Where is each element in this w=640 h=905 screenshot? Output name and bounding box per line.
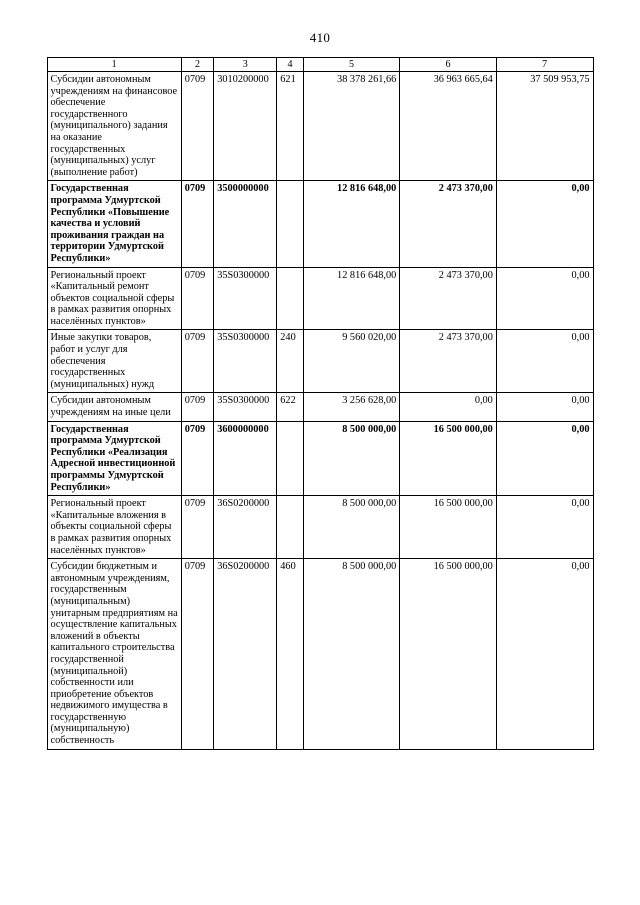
table-row [47, 330, 593, 393]
row-expense-type: 621 [277, 72, 303, 181]
column-number-6: 6 [400, 58, 497, 72]
table-row [47, 181, 593, 267]
table-row [47, 72, 593, 181]
row-amount-1: 8 500 000,00 [303, 559, 400, 750]
row-section-code: 0709 [181, 330, 214, 393]
column-number-2: 2 [181, 58, 214, 72]
row-expense-type [277, 496, 303, 559]
row-expense-type: 460 [277, 559, 303, 750]
row-target-code: 3500000000 [214, 181, 277, 267]
row-name: Государственная программа Удмуртской Республики «Реализация Адресной инвестиционной программы Удмуртской Республики» [47, 421, 181, 496]
row-target-code: 3010200000 [214, 72, 277, 181]
row-amount-1: 8 500 000,00 [303, 421, 400, 496]
row-target-code: 35S0300000 [214, 330, 277, 393]
row-name: Региональный проект «Капитальные вложения в объекты социальной сферы в рамках развития опорных населённых пунктов» [47, 496, 181, 559]
column-number-4: 4 [277, 58, 303, 72]
row-amount-1: 12 816 648,00 [303, 181, 400, 267]
row-section-code: 0709 [181, 421, 214, 496]
row-amount-1: 8 500 000,00 [303, 496, 400, 559]
column-number-1: 1 [47, 58, 181, 72]
page-number: 410 [309, 30, 331, 45]
table-row [47, 559, 593, 750]
row-amount-2: 2 473 370,00 [400, 267, 497, 330]
row-amount-3: 37 509 953,75 [496, 72, 593, 181]
row-amount-2: 2 473 370,00 [400, 181, 497, 267]
row-amount-3: 0,00 [496, 267, 593, 330]
row-section-code: 0709 [181, 181, 214, 267]
row-amount-3: 0,00 [496, 559, 593, 750]
row-amount-1: 38 378 261,66 [303, 72, 400, 181]
column-number-5: 5 [303, 58, 400, 72]
table-header-row [47, 58, 593, 72]
row-target-code: 3600000000 [214, 421, 277, 496]
column-number-3: 3 [214, 58, 277, 72]
row-section-code: 0709 [181, 267, 214, 330]
row-section-code: 0709 [181, 496, 214, 559]
row-amount-1: 12 816 648,00 [303, 267, 400, 330]
column-number-7: 7 [496, 58, 593, 72]
row-amount-3: 0,00 [496, 330, 593, 393]
table-row [47, 496, 593, 559]
row-amount-1: 3 256 628,00 [303, 393, 400, 421]
table-row [47, 421, 593, 496]
row-amount-2: 16 500 000,00 [400, 559, 497, 750]
row-amount-2: 16 500 000,00 [400, 421, 497, 496]
row-amount-2: 16 500 000,00 [400, 496, 497, 559]
row-amount-2: 36 963 665,64 [400, 72, 497, 181]
row-amount-3: 0,00 [496, 181, 593, 267]
row-name: Иные закупки товаров, работ и услуг для обеспечения государственных (муниципальных) нужд [47, 330, 181, 393]
row-expense-type: 622 [277, 393, 303, 421]
row-amount-1: 9 560 020,00 [303, 330, 400, 393]
row-amount-3: 0,00 [496, 496, 593, 559]
table-row [47, 267, 593, 330]
row-name: Субсидии автономным учреждениям на иные цели [47, 393, 181, 421]
row-name: Субсидии автономным учреждениям на финансовое обеспечение государственного (муниципального) задания на оказание государственных (муниципальных) услуг (выполнение работ) [47, 72, 181, 181]
row-expense-type [277, 421, 303, 496]
row-amount-3: 0,00 [496, 393, 593, 421]
budget-table [47, 57, 594, 750]
row-amount-3: 0,00 [496, 421, 593, 496]
row-name: Субсидии бюджетным и автономным учреждениям, государственным (муниципальным) унитарным предприятиям на осуществление капитальных вложений в объекты капитального строительства государственной (муниципальной) собственности или приобретение объектов недвижимого имущества в государственную (муниципальную) собственность [47, 559, 181, 750]
row-name: Государственная программа Удмуртской Республики «Повышение качества и условий проживания граждан на территории Удмуртской Республики» [47, 181, 181, 267]
row-section-code: 0709 [181, 393, 214, 421]
row-amount-2: 2 473 370,00 [400, 330, 497, 393]
table-row [47, 393, 593, 421]
row-target-code: 36S0200000 [214, 496, 277, 559]
row-expense-type: 240 [277, 330, 303, 393]
row-target-code: 36S0200000 [214, 559, 277, 750]
row-target-code: 35S0300000 [214, 267, 277, 330]
row-name: Региональный проект «Капитальный ремонт объектов социальной сферы в рамках развития опорных населённых пунктов» [47, 267, 181, 330]
row-expense-type [277, 181, 303, 267]
row-target-code: 35S0300000 [214, 393, 277, 421]
row-section-code: 0709 [181, 559, 214, 750]
row-amount-2: 0,00 [400, 393, 497, 421]
row-expense-type [277, 267, 303, 330]
row-section-code: 0709 [181, 72, 214, 181]
